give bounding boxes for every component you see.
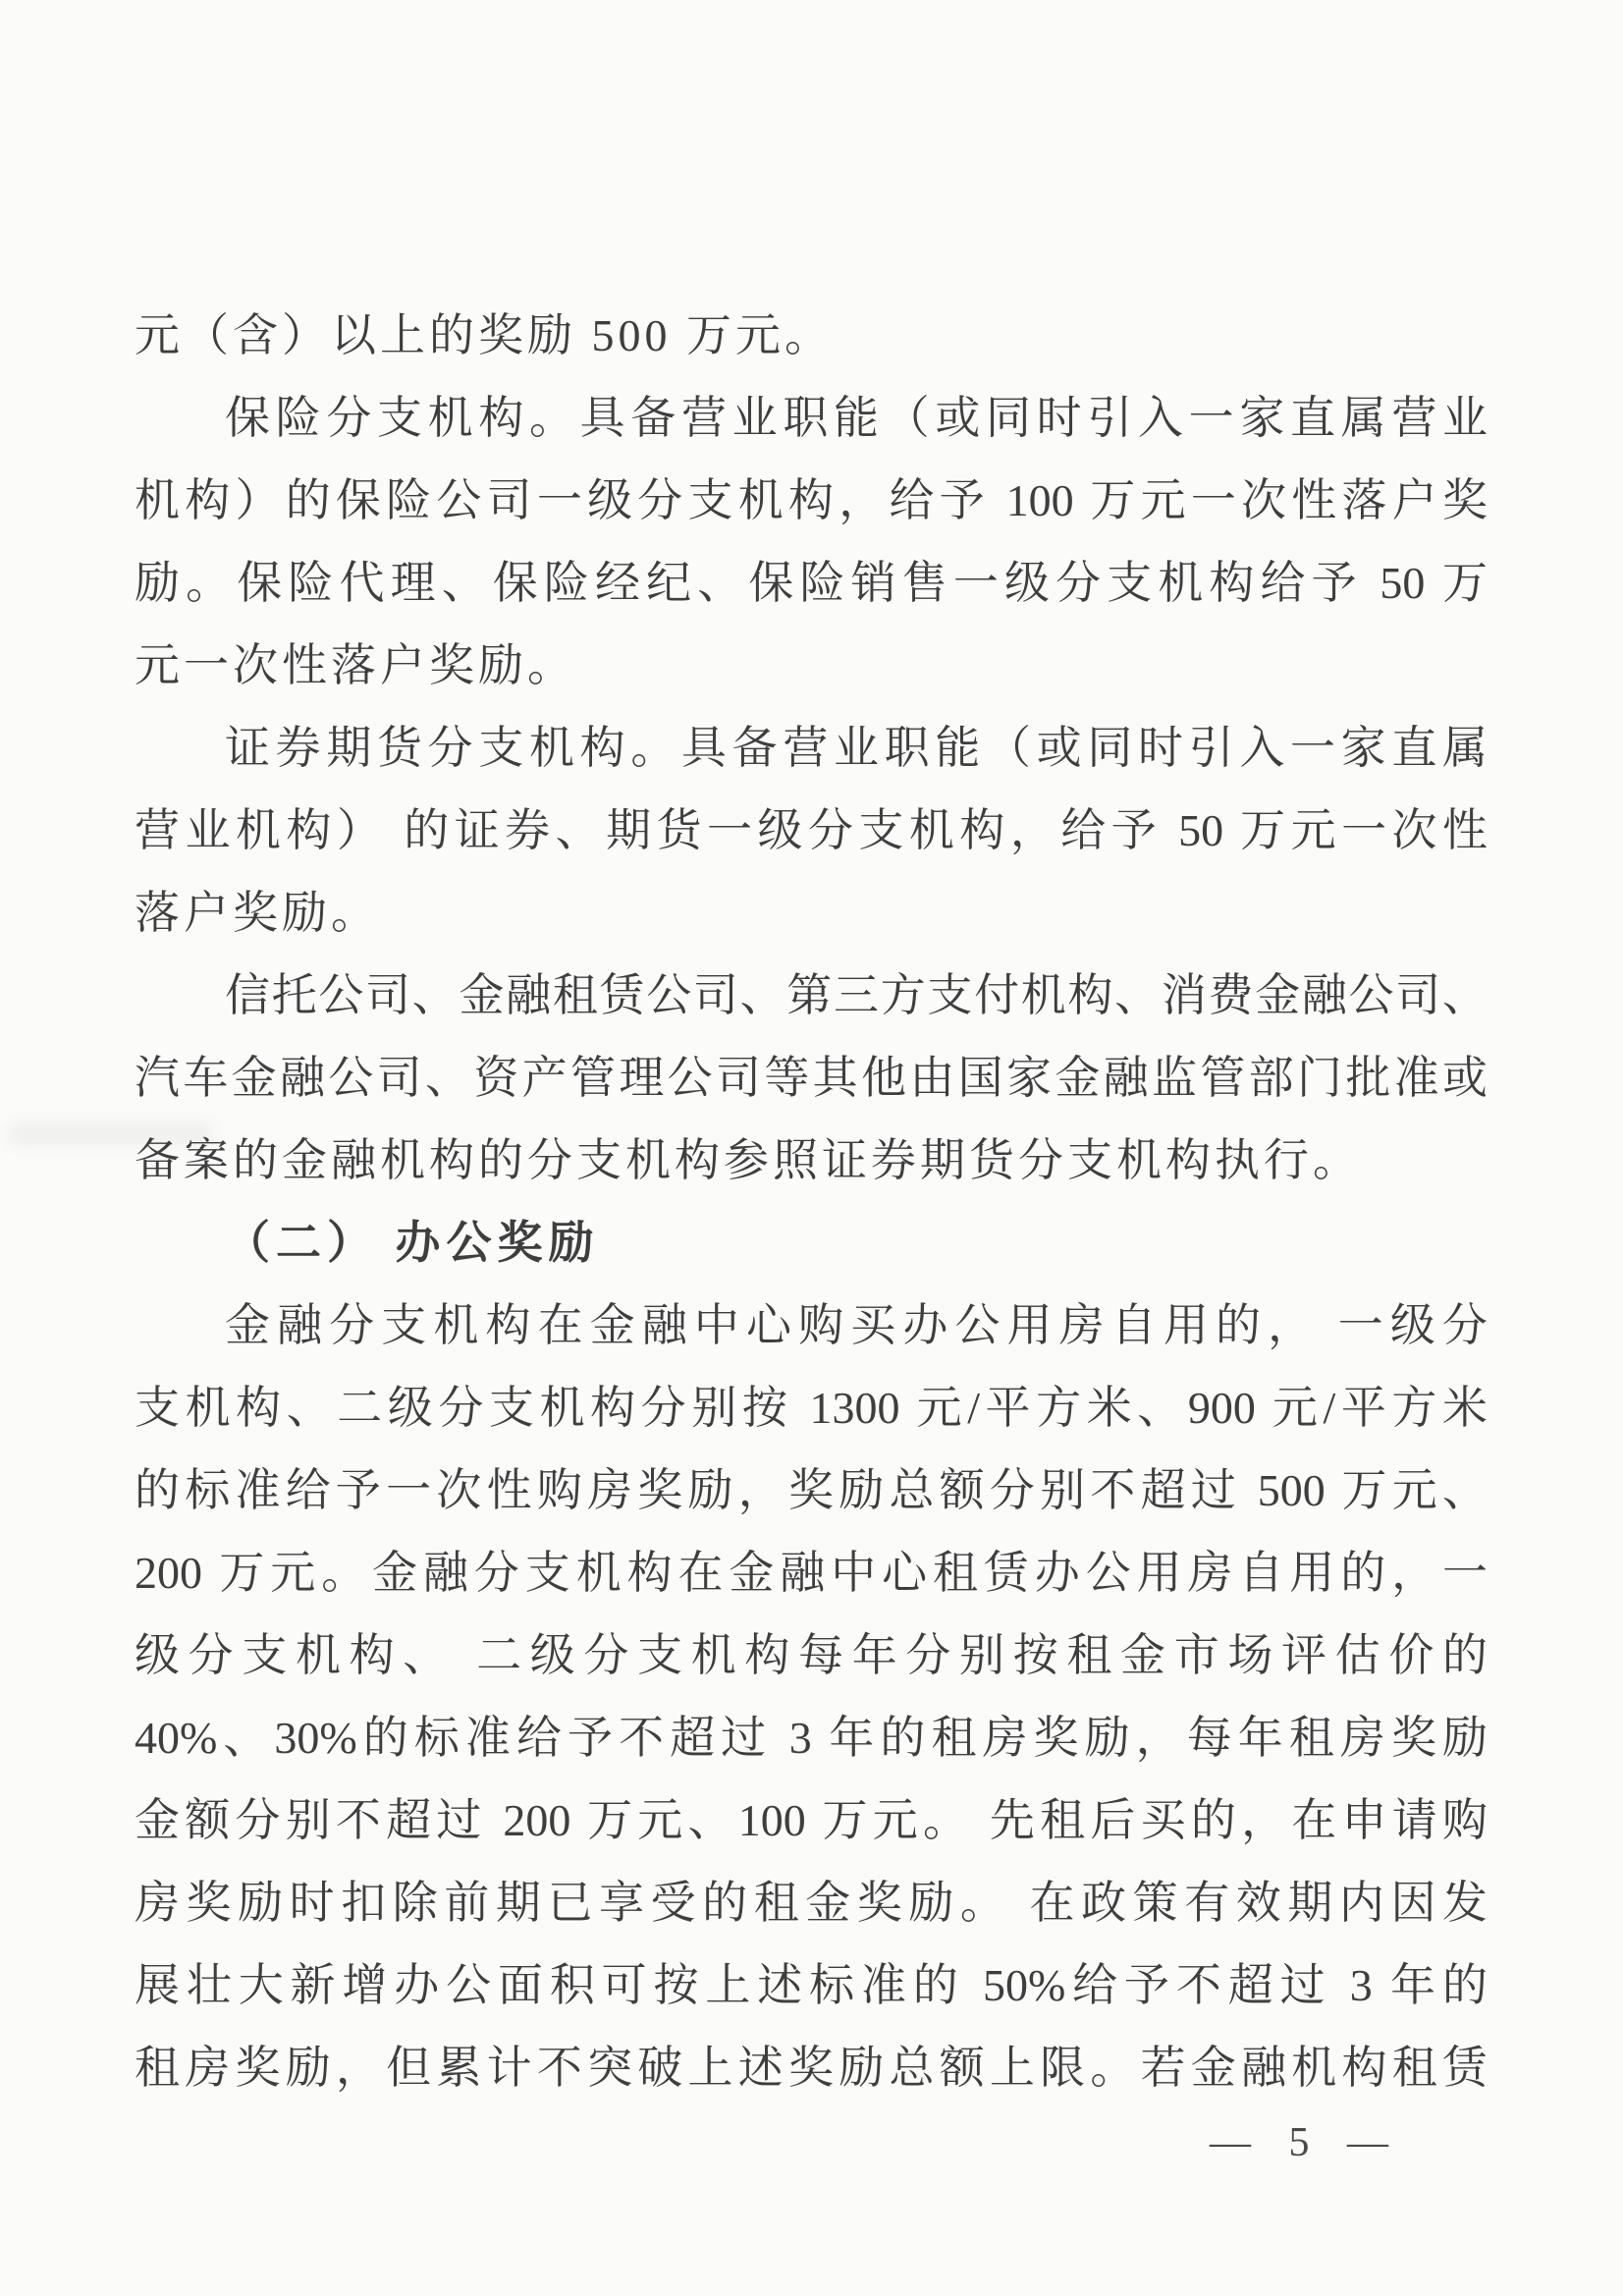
text-line: 信托公司、金融租赁公司、第三方支付机构、消费金融公司、 <box>225 970 1488 1020</box>
text-line: 保险分支机构。具备营业职能（或同时引入一家直属营业 <box>225 393 1488 443</box>
text-line: 机构）的保险公司一级分支机构，给予 100 万元一次性落户奖 <box>135 475 1488 525</box>
text-line: 租房奖励，但累计不突破上述奖励总额上限。若金融机构租赁 <box>135 2043 1488 2093</box>
text-line: 元一次性落户奖励。 <box>135 640 576 690</box>
text-line: 40%、30%的标准给予不超过 3 年的租房奖励，每年租房奖励 <box>135 1713 1488 1763</box>
text-line: 展壮大新增办公面积可按上述标准的 50%给予不超过 3 年的 <box>135 1960 1488 2010</box>
text-line: 房奖励时扣除前期已享受的租金奖励。 在政策有效期内因发 <box>135 1878 1488 1928</box>
text-line: 落户奖励。 <box>135 888 380 938</box>
page-number: — 5 — <box>1210 2120 1402 2165</box>
text-line: 金额分别不超过 200 万元、100 万元。 先租后买的，在申请购 <box>135 1795 1488 1845</box>
text-line: 支机构、二级分支机构分别按 1300 元/平方米、900 元/平方米 <box>135 1383 1488 1433</box>
document-text <box>135 295 1488 2109</box>
text-line: 金融分支机构在金融中心购买办公用房自用的， 一级分 <box>225 1300 1488 1350</box>
text-line: 励。保险代理、保险经纪、保险销售一级分支机构给予 50 万 <box>135 558 1488 608</box>
text-line: 200 万元。金融分支机构在金融中心租赁办公用房自用的，一 <box>135 1548 1488 1598</box>
text-line: 的标准给予一次性购房奖励，奖励总额分别不超过 500 万元、 <box>135 1465 1488 1515</box>
text-line: 汽车金融公司、资产管理公司等其他由国家金融监管部门批准或 <box>135 1053 1488 1103</box>
text-line: 元（含）以上的奖励 500 万元。 <box>135 310 834 360</box>
text-line: 级分支机构、 二级分支机构每年分别按租金市场评估价的 <box>135 1630 1488 1680</box>
text-line: 证券期货分支机构。具备营业职能（或同时引入一家直属 <box>225 723 1488 773</box>
text-line: 营业机构） 的证券、期货一级分支机构，给予 50 万元一次性 <box>135 805 1488 855</box>
text-line: 备案的金融机构的分支机构参照证券期货分支机构执行。 <box>135 1135 1362 1185</box>
section-heading: （二） 办公奖励 <box>225 1218 600 1268</box>
